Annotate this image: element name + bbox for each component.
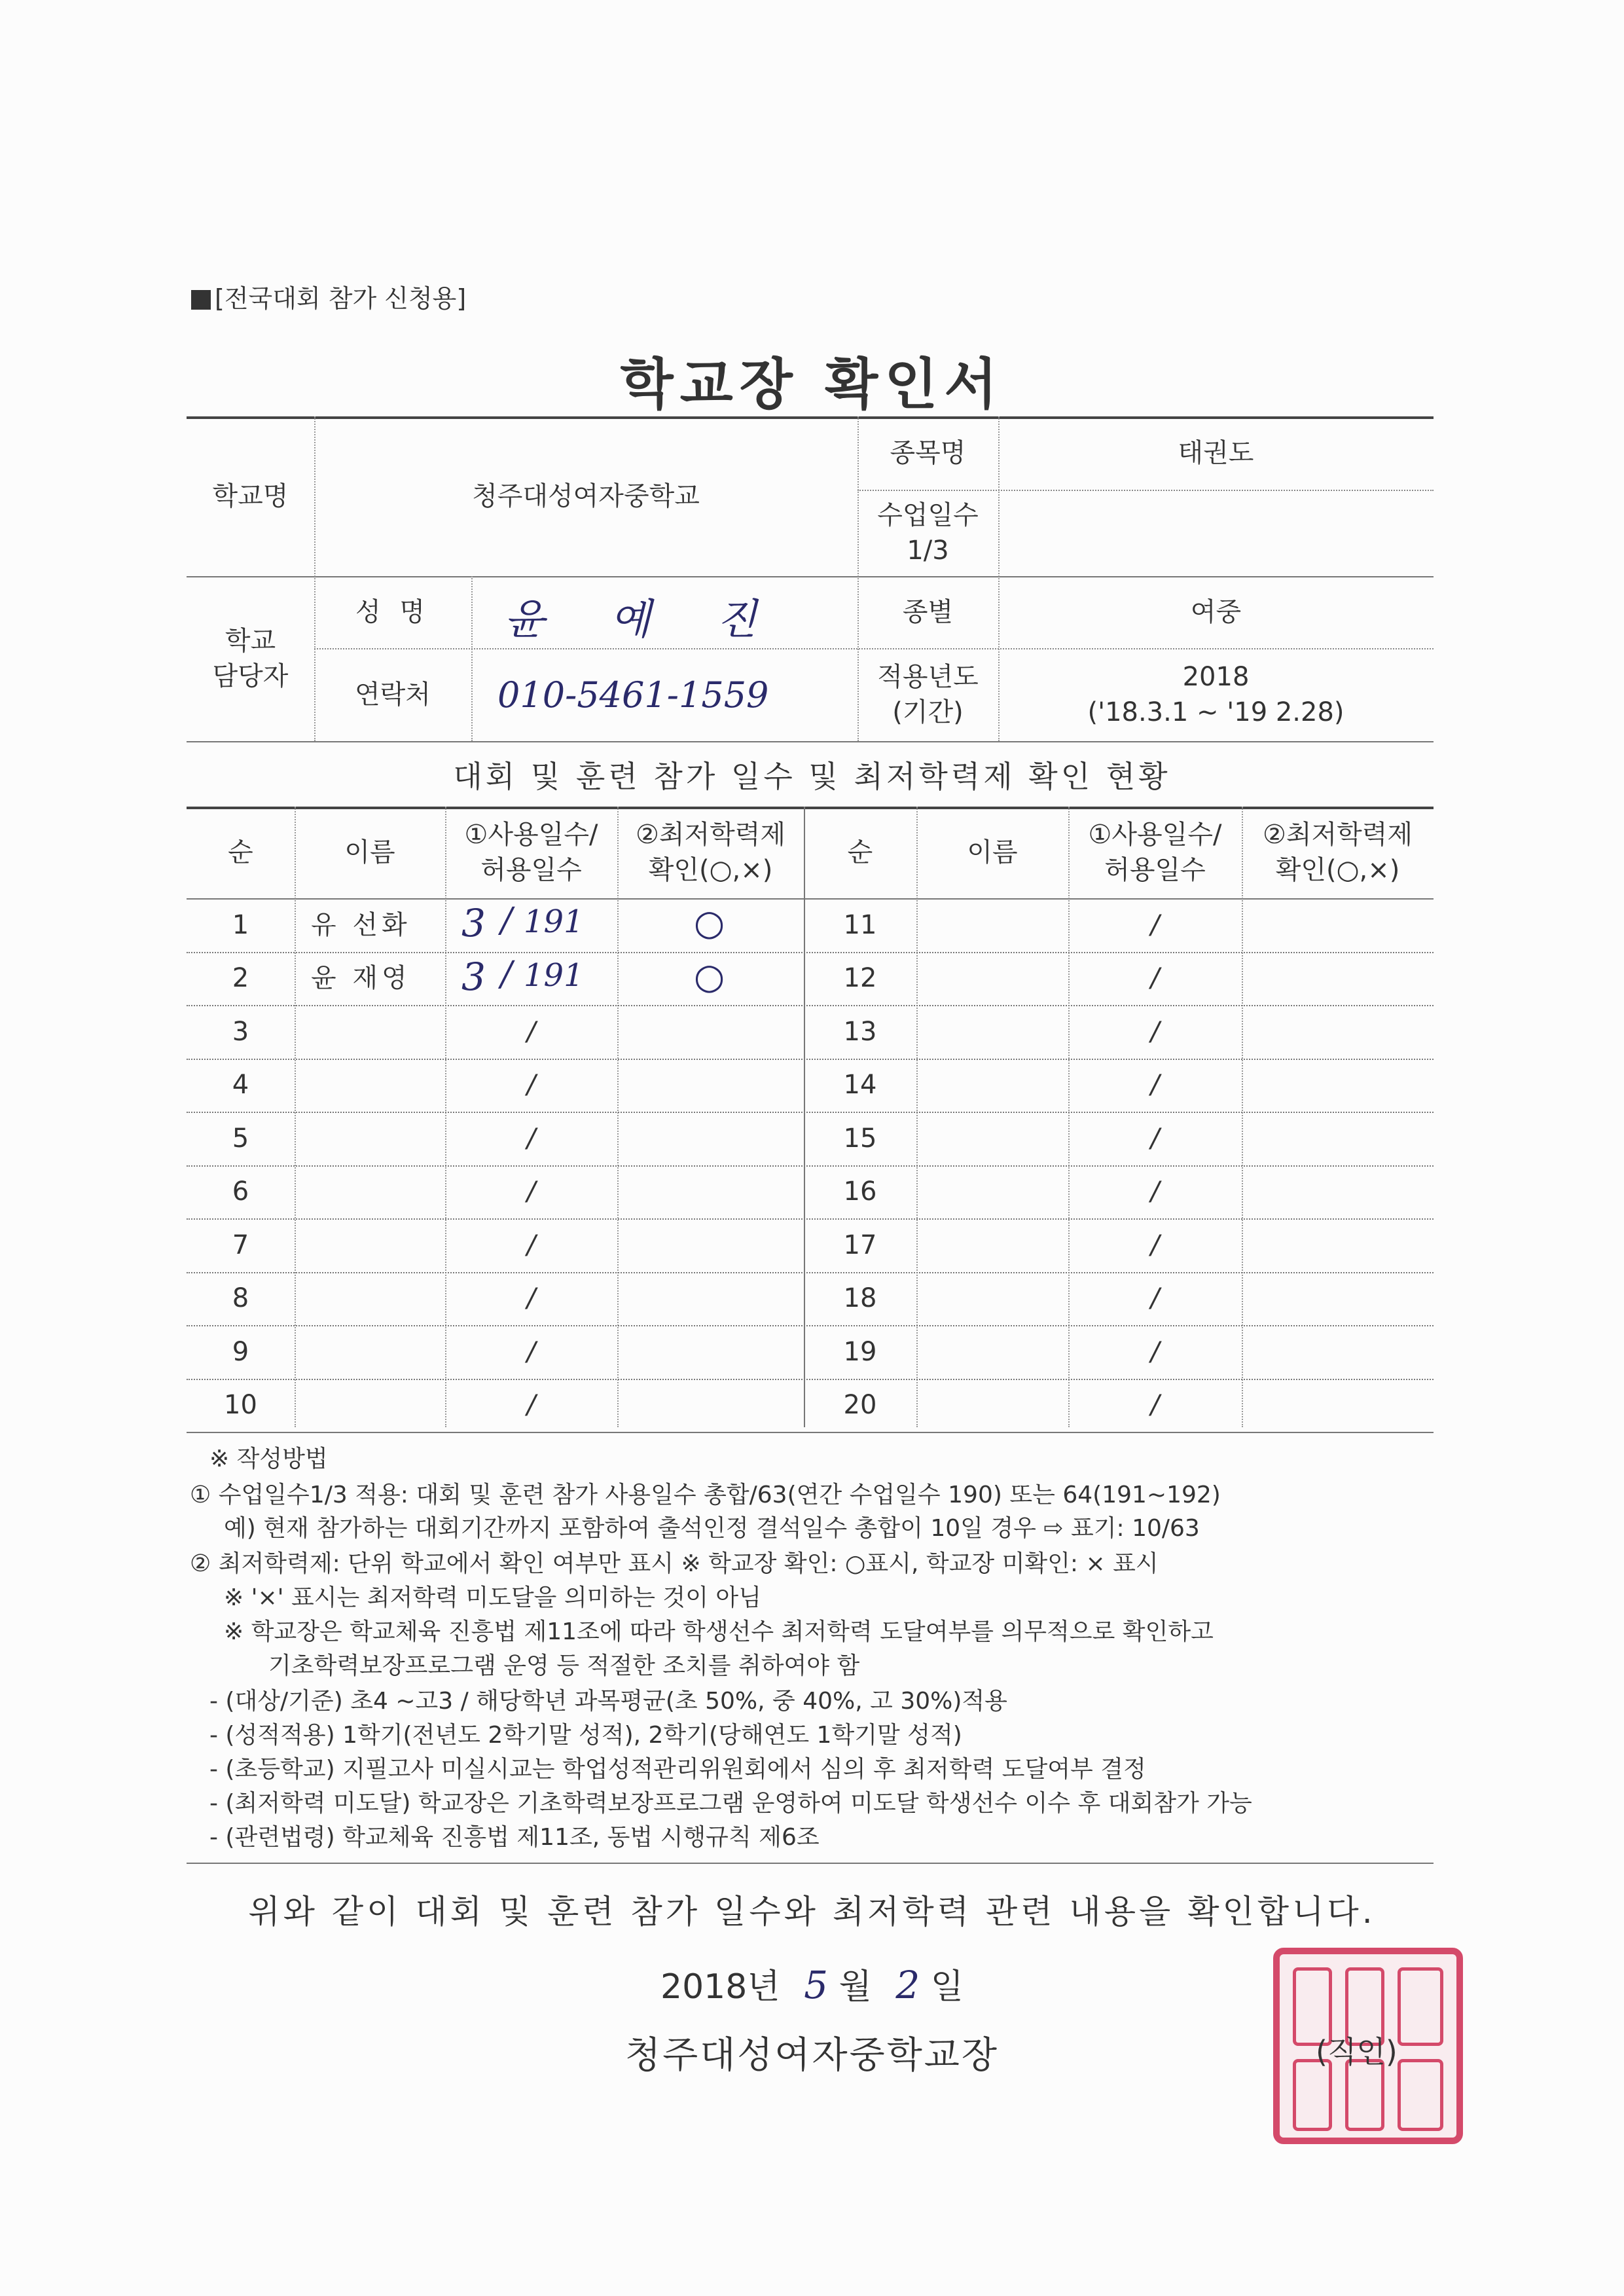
note-bullet-4: - (최저학력 미도달) 학교장은 기초학력보장프로그램 운영하여 미도달 학생선수 이수 후 대회참가 가능 — [209, 1790, 1252, 1817]
header-used-left: ①사용일수/ 허용일수 — [464, 820, 598, 885]
row-slash-handwritten: / — [501, 954, 513, 994]
row-num: 3 — [232, 1016, 249, 1047]
row-slash: / — [526, 1176, 536, 1207]
row-num: 12 — [843, 963, 877, 994]
row-num: 13 — [843, 1016, 877, 1047]
row-num: 14 — [843, 1070, 877, 1101]
notes-heading: ※ 작성방법 — [209, 1446, 328, 1472]
issue-date: 2018년 5 월 2 일 — [660, 1963, 964, 2007]
contact-label: 연락처 — [355, 680, 431, 710]
row-num: 1 — [232, 909, 249, 940]
row-slash-handwritten: / — [501, 901, 513, 940]
row-slash: / — [1150, 1070, 1160, 1101]
note-1b: 예) 현재 참가하는 대회기간까지 포함하여 출석인정 결석일수 총합이 10일 경우 ⇨ 표기: 10/63 — [224, 1515, 1200, 1542]
section-title: 대회 및 훈련 참가 일수 및 최저학력제 확인 현황 — [453, 759, 1171, 794]
seal-mark-label: (직인) — [1316, 2034, 1398, 2069]
row-used-days-handwritten: 3 — [461, 901, 486, 945]
row-slash: / — [1150, 1390, 1160, 1421]
type-value: 여중 — [1190, 597, 1242, 627]
header-name-right: 이름 — [967, 837, 1018, 867]
document-title: 학교장 확인서 — [620, 352, 1004, 416]
header-num-right: 순 — [847, 837, 873, 867]
row-num: 6 — [232, 1176, 249, 1207]
row-num: 10 — [224, 1390, 257, 1421]
row-num: 17 — [843, 1230, 877, 1260]
row-allowed-days-handwritten: 191 — [524, 957, 584, 994]
school-label: 학교명 — [212, 481, 289, 511]
row-slash: / — [1150, 1176, 1160, 1207]
row-num: 2 — [232, 963, 249, 994]
note-bullet-5: - (관련법령) 학교체육 진흥법 제11조, 동법 시행규칙 제6조 — [209, 1824, 820, 1851]
header-name-left: 이름 — [344, 837, 395, 867]
row-check-handwritten: ○ — [694, 902, 725, 943]
row-num: 7 — [232, 1230, 249, 1260]
row-num: 5 — [232, 1123, 249, 1154]
date-month-handwritten: 5 — [804, 1963, 829, 2007]
year-value: 2018 ('18.3.1 ~ '19 2.28) — [1087, 662, 1344, 727]
row-slash: / — [1150, 909, 1160, 940]
note-3: ※ '×' 표시는 최저학력 미도달을 의미하는 것이 아님 — [224, 1584, 761, 1611]
event-label: 종목명 — [890, 438, 966, 468]
row-slash: / — [526, 1070, 536, 1101]
type-label: 종별 — [902, 597, 954, 627]
row-slash: / — [526, 1336, 536, 1367]
square-bullet-icon — [191, 290, 211, 310]
row-num: 9 — [232, 1336, 249, 1367]
school-principal-signature: 청주대성여자중학교장 — [625, 2034, 999, 2077]
row-slash: / — [1150, 1336, 1160, 1367]
note-4a: ※ 학교장은 학교체육 진흥법 제11조에 따라 학생선수 최저학력 도달여부를 의무적으로 확인하고 — [224, 1618, 1214, 1645]
form-type-label: [전국대회 참가 신청용] — [191, 278, 466, 314]
header-check-right: ②최저학력제 확인(○,×) — [1262, 820, 1413, 885]
header-used-right: ①사용일수/ 허용일수 — [1088, 820, 1222, 885]
staff-label: 학교 담당자 — [212, 626, 289, 691]
row-slash: / — [1150, 1016, 1160, 1047]
contact-handwritten: 010-5461-1559 — [497, 674, 769, 716]
row-slash: / — [1150, 1123, 1160, 1154]
row-slash: / — [1150, 1230, 1160, 1260]
row-num: 20 — [843, 1390, 877, 1421]
note-bullet-2: - (성적적용) 1학기(전년도 2학기말 성적), 2학기(당해연도 1학기말 성적) — [209, 1722, 962, 1749]
note-2: ② 최저학력제: 단위 학교에서 확인 여부만 표시 ※ 학교장 확인: ○표시, 학교장 미확인: × 표시 — [190, 1550, 1159, 1577]
year-label: 적용년도 (기간) — [877, 662, 979, 727]
header-check-left: ②최저학력제 확인(○,×) — [635, 820, 786, 885]
row-slash: / — [526, 1230, 536, 1260]
row-num: 16 — [843, 1176, 877, 1207]
confirmation-statement: 위와 같이 대회 및 훈련 참가 일수와 최저학력 관련 내용을 확인합니다. — [248, 1893, 1376, 1931]
date-day-handwritten: 2 — [895, 1963, 920, 2007]
row-used-days-handwritten: 3 — [461, 954, 486, 999]
school-name: 청주대성여자중학교 — [472, 481, 700, 511]
row-num: 4 — [232, 1070, 249, 1101]
row-num: 18 — [843, 1283, 877, 1314]
row-num: 19 — [843, 1336, 877, 1367]
row-check-handwritten: ○ — [694, 955, 725, 997]
row-name: 윤 재영 — [311, 963, 411, 994]
note-bullet-3: - (초등학교) 지필고사 미실시교는 학업성적관리위원회에서 심의 후 최저학력 도달여부 결정 — [209, 1756, 1146, 1783]
name-label: 성 명 — [355, 597, 430, 627]
row-slash: / — [1150, 1283, 1160, 1314]
row-num: 8 — [232, 1283, 249, 1314]
row-num: 11 — [843, 909, 877, 940]
row-slash: / — [526, 1283, 536, 1314]
event-value: 태권도 — [1178, 438, 1254, 468]
school-days-label: 수업일수 1/3 — [877, 500, 979, 566]
row-num: 15 — [843, 1123, 877, 1154]
row-name: 유 선화 — [311, 909, 411, 940]
staff-name-handwritten: 윤 예 진 — [504, 596, 784, 644]
note-4b: 기초학력보장프로그램 운영 등 적절한 조치를 취하여야 함 — [268, 1652, 860, 1679]
note-bullet-1: - (대상/기준) 초4 ~고3 / 해당학년 과목평균(초 50%, 중 40%, 고 30%)적용 — [209, 1688, 1007, 1715]
row-allowed-days-handwritten: 191 — [524, 903, 584, 940]
row-slash: / — [526, 1123, 536, 1154]
row-slash: / — [526, 1016, 536, 1047]
note-1a: ① 수업일수1/3 적용: 대회 및 훈련 참가 사용일수 총합/63(연간 수업일수 190) 또는 64(191~192) — [190, 1482, 1221, 1508]
row-slash: / — [526, 1390, 536, 1421]
row-slash: / — [1150, 963, 1160, 994]
header-num-left: 순 — [228, 837, 253, 867]
